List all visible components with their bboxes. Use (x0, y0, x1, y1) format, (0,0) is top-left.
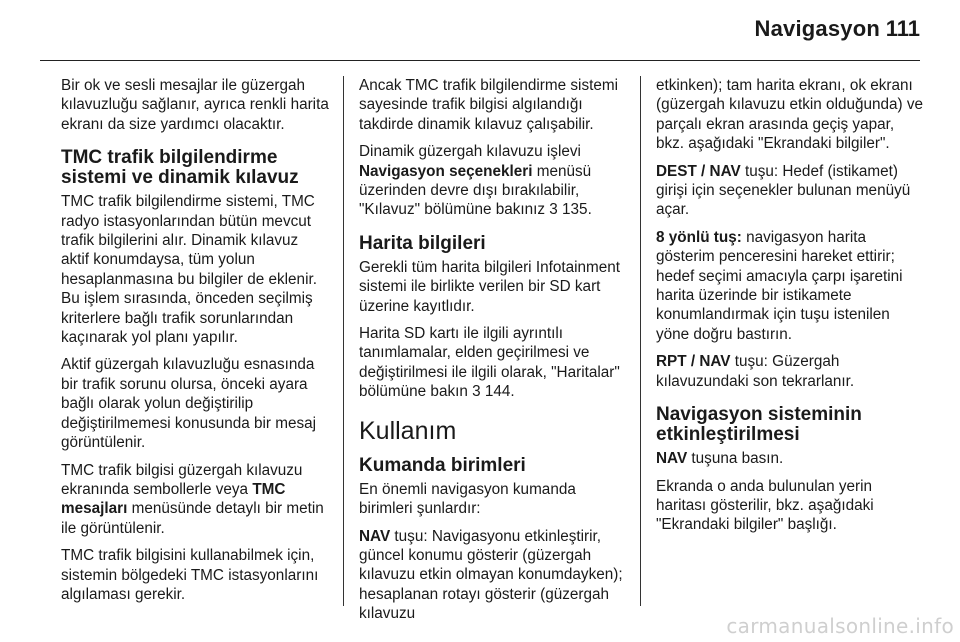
text-run: tuşu: Hedef (istikamet) girişi için seçenekler bulunan menüyü açar. (656, 162, 911, 219)
button-name-eight-way: 8 yönlü tuş: (656, 228, 742, 246)
map-paragraph-2 (359, 324, 627, 402)
menu-name-tmc-messages: TMC mesajları (61, 480, 286, 518)
page-number: 111 (885, 16, 920, 41)
activation-paragraph-2: Ekranda o anda bulunulan yerin haritası gösterilir, bkz. aşağıdaki "Ekrandaki bilgiler" başlığı. (656, 477, 874, 534)
text-run: navigasyon harita gösterim penceresini hareket ettirir; hedef seçimi amacıyla çarpı işaretini harita üzerinde bir istikamete konumlandırmak için tuşu istenilen yöne doğru bastırın. (656, 228, 903, 343)
column-divider (343, 76, 344, 606)
activation-paragraph-1 (656, 449, 926, 468)
column-divider (640, 76, 641, 606)
button-name-rpt-nav: RPT / NAV (656, 353, 731, 371)
column-1 (61, 76, 329, 612)
rpt-nav-paragraph (656, 352, 926, 391)
dynamic-paragraph-2 (359, 142, 627, 220)
tmc-paragraph-2: Aktif güzergah kılavuzluğu esnasında bir trafik sorunu olursa, önceki ayara bağlı olarak yolun değiştirilip değiştirilmemesi konusunda bir mesaj görüntülenir. (61, 356, 317, 452)
nav-button-continued: etkinken); tam harita ekranı, ok ekranı (güzergah kılavuzu etkin olduğunda) ve parçalı ekran arasında geçiş yapar, bkz. aşağıdaki "Ekrandaki bilgiler". (656, 77, 924, 153)
text-run: TMC trafik bilgisi güzergah kılavuzu ekranında sembollerle veya (61, 461, 303, 498)
text-run: Harita SD kartı ile ilgili ayrıntılı tanımlamalar, elden geçirilmesi ve değiştirilmesi ile ilgili olarak, "Haritalar" bölümüne bakın (359, 325, 620, 401)
controls-heading: Kumanda birimleri (359, 454, 526, 476)
text-run: tuşu: Navigasyonu etkinleştirir, güncel konumu gösterir (güzergah kılavuzu etkin olmayan konumdayken); hesaplanan rotayı gösterir (güzergah kılavuzu (359, 527, 623, 623)
eight-way-paragraph (656, 228, 926, 344)
section-title: Navigasyon (754, 16, 880, 41)
page-header (0, 0, 960, 62)
nav-button-paragraph (359, 527, 627, 624)
button-name-dest-nav: DEST / NAV (656, 162, 741, 180)
column-2 (359, 76, 627, 632)
tmc-paragraph-4: TMC trafik bilgisini kullanabilmek için, sistemin bölgedeki TMC istasyonlarını algılaması gerekir. (61, 547, 319, 603)
map-info-heading: Harita bilgileri (359, 232, 486, 254)
tmc-paragraph-3 (61, 461, 329, 539)
text-run: tuşu: Güzergah kılavuzundaki son tekrarlanır. (656, 353, 855, 390)
watermark: carmanualsonline.info (726, 614, 954, 638)
text-run: menüsü üzerinden devre dışı bırakılabilir, "Kılavuz" bölümüne bakınız (359, 162, 592, 219)
text-run: menüsünde detaylı bir metin ile görüntülenir. (61, 500, 324, 537)
map-paragraph-1: Gerekli tüm harita bilgileri Infotainment sistemi ile birlikte verilen bir SD kart üzerine kayıtlıdır. (359, 258, 621, 315)
page-reference-icon: 3 (472, 383, 481, 401)
button-name-nav: NAV (359, 527, 391, 545)
text-run: tuşuna basın. (687, 450, 784, 468)
dest-nav-paragraph (656, 162, 926, 220)
controls-paragraph: En önemli navigasyon kumanda birimleri şunlardır: (359, 480, 576, 518)
usage-heading: Kullanım (359, 416, 457, 445)
activation-heading: Navigasyon sisteminin etkinleştirilmesi (656, 404, 862, 446)
button-name-nav: NAV (656, 450, 688, 468)
intro-paragraph: Bir ok ve sesli mesajlar ile güzergah kılavuzluğu sağlanır, ayrıca renkli harita ekranı da size yardımcı olacaktır. (61, 77, 329, 133)
text-run: 144. (480, 383, 515, 401)
tmc-heading: TMC trafik bilgilendirme sistemi ve dinamik kılavuz (61, 147, 299, 189)
page-reference-icon: 3 (549, 201, 558, 219)
dynamic-paragraph-1: Ancak TMC trafik bilgilendirme sistemi sayesinde trafik bilgisi algılandığı takdirde dinamik kılavuz çalışabilir. (359, 77, 618, 133)
menu-name-nav-options: Navigasyon seçenekleri (359, 162, 533, 180)
header-rule (40, 60, 920, 61)
text-run: 135. (557, 201, 592, 219)
text-run: Dinamik güzergah kılavuzu işlevi (359, 143, 581, 161)
tmc-paragraph-1: TMC trafik bilgilendirme sistemi, TMC radyo istasyonlarından bütün mevcut trafik bilgilerini alır. Dinamik kılavuz aktif konumdaysa, tüm yolun hesaplanmasına bu bilgiler de eklenir. Bu işlem sırasında, önceden seçilmiş kriterlere bağlı trafik sorunlarından kaçınarak yol planı yapılır. (61, 193, 317, 347)
column-3 (656, 76, 926, 543)
